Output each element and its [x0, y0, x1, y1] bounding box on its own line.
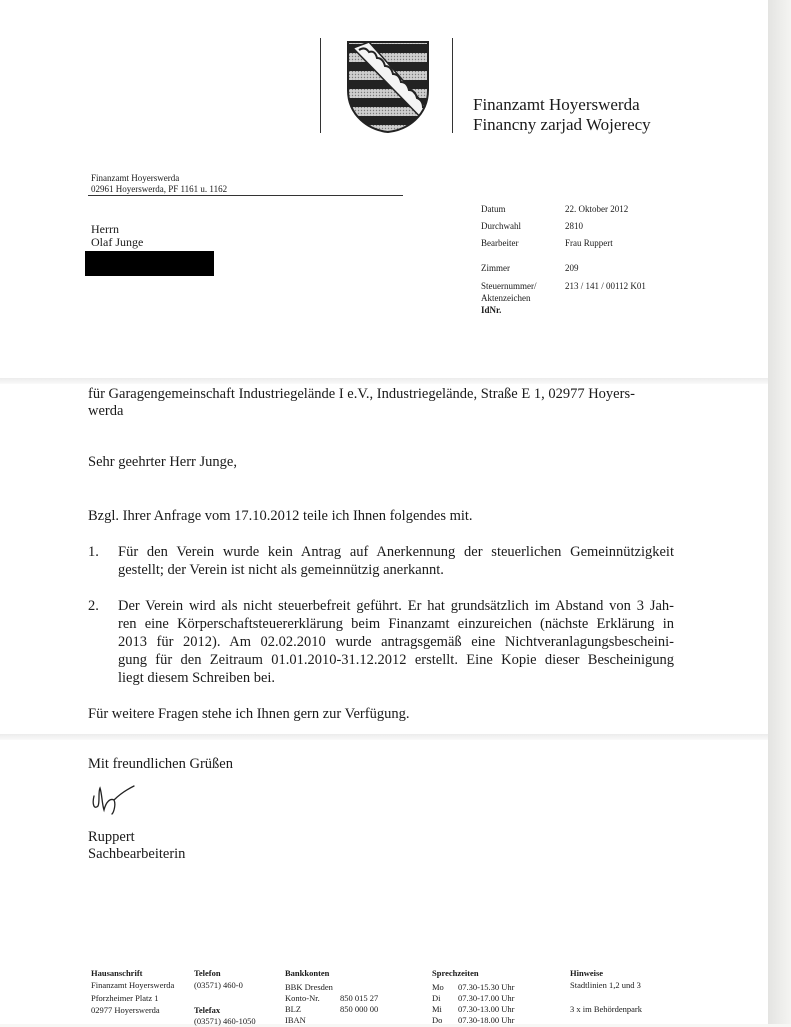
footer-hours-time-mi: 07.30-13.00 Uhr [458, 1004, 515, 1014]
subject-line-1: für Garagengemeinschaft Industriegelände I e.V., Industriegelände, Straße E 1, 02977 Hoyers- [88, 386, 635, 402]
sender-line-2: 02961 Hoyerswerda, PF 1161 u. 1162 [91, 184, 228, 194]
closing-phrase: Mit freundlichen Grüßen [88, 756, 233, 772]
footer-konto-value: 850 015 27 [340, 993, 379, 1003]
header-rule-left [320, 38, 321, 133]
item-1-line-2: gestellt; der Verein ist nicht als gemeinnützig anerkannt. [118, 562, 444, 578]
footer-address-line-3: 02977 Hoyerswerda [91, 1005, 160, 1015]
closing-note: Für weitere Fragen stehe ich Ihnen gern zur Verfügung. [88, 706, 410, 722]
office-name-de: Finanzamt Hoyerswerda [473, 95, 640, 114]
footer-fax-value: (03571) 460-1050 [194, 1016, 256, 1026]
paper-fold-2 [0, 734, 768, 740]
footer-hours-day-do: Do [432, 1015, 443, 1025]
footer-hours-day-mo: Mo [432, 982, 444, 992]
item-2-line-5: liegt diesem Schreiben bei. [118, 670, 276, 686]
paper-fold [0, 378, 768, 384]
footer-hours-time-do: 07.30-18.00 Uhr [458, 1015, 515, 1025]
item-2-line-2: ren eine Körperschaftsteuererklärung beim Finanzamt einzureichen (nächste Erklärung in [118, 616, 674, 632]
footer-fax-heading: Telefax [194, 1005, 221, 1015]
header-rule-right [452, 38, 453, 133]
info-value-room: 209 [565, 263, 579, 273]
intro-paragraph: Bzgl. Ihrer Anfrage vom 17.10.2012 teile ich Ihnen folgendes mit. [88, 508, 473, 524]
recipient-salutation: Herrn [91, 222, 119, 236]
footer-hours-heading: Sprechzeiten [432, 968, 479, 978]
footer-phone-heading: Telefon [194, 968, 221, 978]
footer-iban-label: IBAN [285, 1015, 306, 1025]
footer-phone-value: (03571) 460-0 [194, 980, 243, 990]
info-label-file-ref: Aktenzeichen [481, 293, 531, 303]
signer-name: Ruppert [88, 829, 135, 845]
item-2-line-1: Der Verein wird als nicht steuerbefreit geführt. Er hat grundsätzlich im Abstand von 3 Jah- [118, 598, 674, 614]
info-label-date: Datum [481, 204, 506, 214]
footer-notes-line-2: 3 x im Behördenpark [570, 1004, 642, 1014]
item-1-number: 1. [88, 544, 99, 560]
saxony-coat-of-arms-icon [345, 40, 431, 134]
footer-hours-time-di: 07.30-17.00 Uhr [458, 993, 515, 1003]
footer-blz-label: BLZ [285, 1004, 302, 1014]
footer-address-line-1: Finanzamt Hoyerswerda [91, 980, 175, 990]
footer-bank-heading: Bankkonten [285, 968, 330, 978]
item-2-line-4: gung für den Zeitraum 01.01.2010-31.12.2012 erstellt. Eine Kopie dieser Bescheinigung [118, 652, 674, 668]
info-value-date: 22. Oktober 2012 [565, 204, 629, 214]
footer-notes-line-1: Stadtlinien 1,2 und 3 [570, 980, 641, 990]
subject-line-2: werda [88, 403, 124, 419]
footer-blz-value: 850 000 00 [340, 1004, 379, 1014]
sender-line-1: Finanzamt Hoyerswerda [91, 173, 180, 183]
info-label-tax-number: Steuernummer/ [481, 281, 537, 291]
info-value-tax-number: 213 / 141 / 00112 K01 [565, 281, 646, 291]
footer-konto-label: Konto-Nr. [285, 993, 320, 1003]
footer-notes-heading: Hinweise [570, 968, 604, 978]
info-label-extension: Durchwahl [481, 221, 521, 231]
handwritten-signature [88, 782, 138, 816]
signer-title: Sachbearbeiterin [88, 846, 186, 862]
footer-hours-day-mi: Mi [432, 1004, 442, 1014]
info-label-id-number: IdNr. [481, 305, 502, 315]
redacted-address-block [85, 251, 214, 276]
info-label-room: Zimmer [481, 263, 510, 273]
info-value-clerk: Frau Ruppert [565, 238, 613, 248]
item-1-line-1: Für den Verein wurde kein Antrag auf Anerkennung der steuerlichen Gemeinnützigkeit [118, 544, 674, 560]
office-name-sorbian: Financny zarjad Wojerecy [473, 115, 651, 134]
footer-hours-day-di: Di [432, 993, 441, 1003]
scan-edge [768, 0, 791, 1024]
item-2-line-3: 2013 für 2012). Am 02.02.2010 wurde antragsgemäß eine Nichtveranlagungsbescheini- [118, 634, 674, 650]
item-2-number: 2. [88, 598, 99, 614]
greeting: Sehr geehrter Herr Junge, [88, 454, 237, 470]
info-label-clerk: Bearbeiter [481, 238, 519, 248]
footer-address-line-2: Pforzheimer Platz 1 [91, 993, 159, 1003]
sender-underline [88, 195, 403, 196]
info-value-extension: 2810 [565, 221, 583, 231]
footer-address-heading: Hausanschrift [91, 968, 143, 978]
footer-bank-name: BBK Dresden [285, 982, 333, 992]
recipient-name: Olaf Junge [91, 235, 144, 249]
footer-hours-time-mo: 07.30-15.30 Uhr [458, 982, 515, 992]
